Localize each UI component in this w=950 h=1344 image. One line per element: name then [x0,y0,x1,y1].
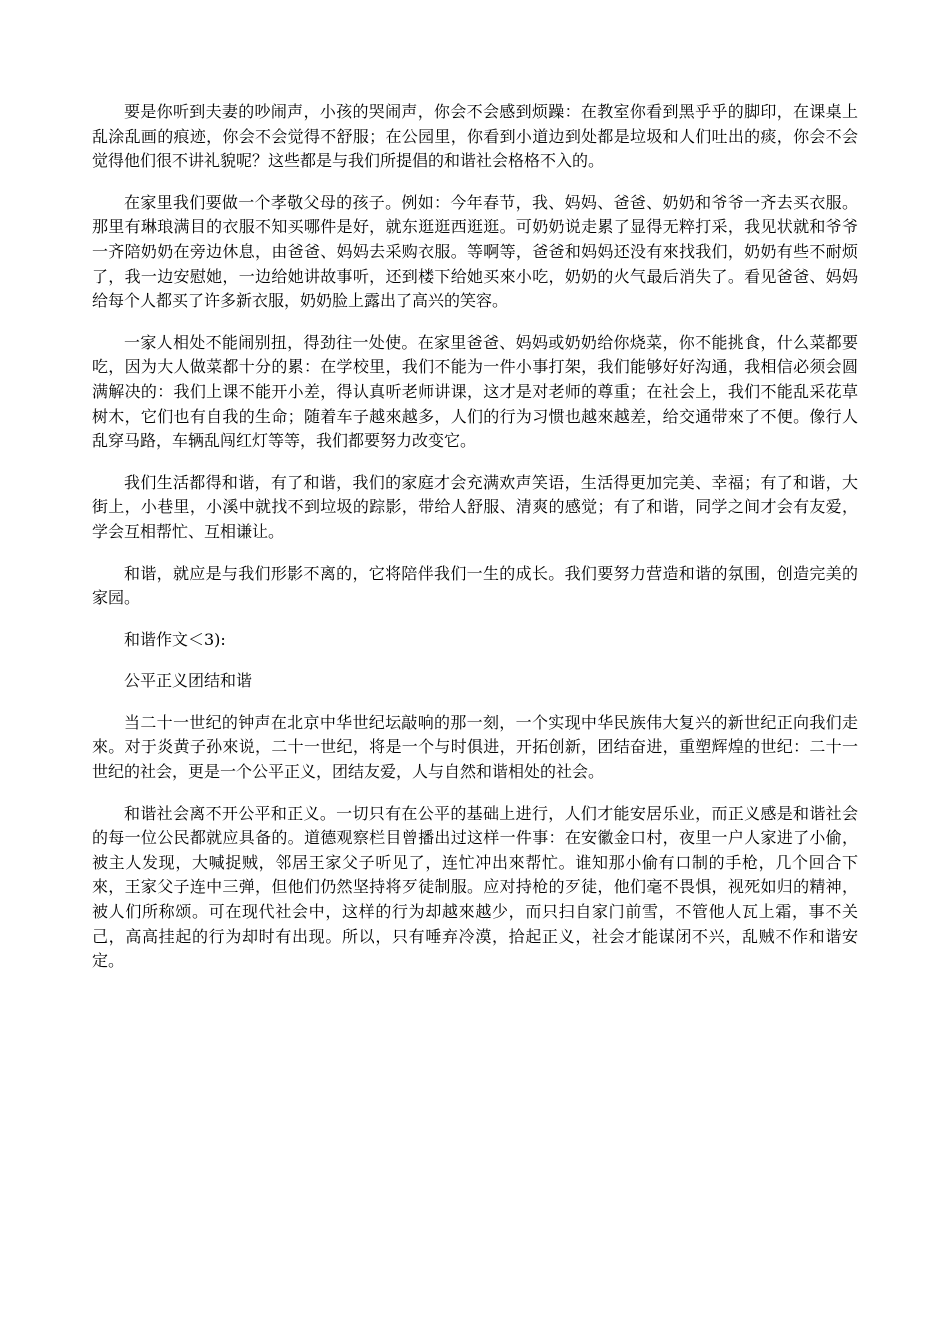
paragraph-5: 和谐，就应是与我们形影不离的，它将陪伴我们一生的成长。我们要努力营造和谐的氛围，创造完美的家园。 [92,563,858,608]
document-body [92,100,858,991]
essay-title: 公平正义团结和谐 [124,671,253,691]
paragraph-2: 在家里我们要做一个孝敬父母的孩子。例如：今年春节，我、妈妈、爸爸、奶奶和爷爷一齐去买衣服。那里有琳琅满目的衣服不知买哪件是好，就东逛逛西逛逛。可奶奶说走累了显得无粹打采，我见状就和爷爷一齐陪奶奶在旁边休息，由爸爸、妈妈去采购衣服。等啊等，爸爸和妈妈还没有來找我们，奶奶有些不耐烦了，我一边安慰她，一边给她讲故事听，还到楼下给她买來小吃，奶奶的火气最后消失了。看见爸爸、妈妈给每个人都买了许多新衣服，奶奶脸上露出了高兴的笑容。 [92,192,858,311]
paragraph-6: 当二十一世纪的钟声在北京中华世纪坛敲响的那一刻，一个实现中华民族伟大复兴的新世纪正向我们走來。对于炎黄子孙來说，二十一世纪，将是一个与时俱进，开拓创新，团结奋进，重塑辉煌的世纪：二十一世纪的社会，更是一个公平正义，团结友爱，人与自然和谐相处的社会。 [92,712,858,782]
essay-heading: 和谐作文＜3): [124,629,226,649]
paragraph-7: 和谐社会离不开公平和正义。一切只有在公平的基础上进行，人们才能安居乐业，而正义感是和谐社会的每一位公民都就应具备的。道德观察栏目曾播出过这样一件事：在安徽金口村，夜里一户人家进了小偷，被主人发现，大喊捉贼，邻居王家父子听见了，连忙冲出來帮忙。谁知那小偷有口制的手枪，几个回合下來，王家父子连中三弹，但他们仍然坚持将歹徒制服。应对持枪的歹徒，他们毫不畏惧，视死如归的精神，被人们所称颂。可在现代社会中，这样的行为却越來越少，而只扫自家门前雪，不管他人瓦上霜，事不关己，高高挂起的行为却时有出现。所以，只有唾弃冷漠，拾起正义，社会才能谋闭不兴，乱贼不作和谐安定。 [92,803,858,971]
paragraph-3: 一家人相处不能闹别扭，得劲往一处使。在家里爸爸、妈妈或奶奶给你烧菜，你不能挑食，什么菜都要吃，因为大人做菜都十分的累：在学校里，我们不能为一件小事打架，我们能够好好沟通，我相信必须会圆满解决的：我们上课不能开小差，得认真听老师讲课，这才是对老师的尊重；在社会上，我们不能乱采花草树木，它们也有自我的生命；随着车子越來越多，人们的行为习惯也越來越差，给交通带來了不便。像行人乱穿马路，车辆乱闯红灯等等，我们都要努力改变它。 [92,332,858,451]
paragraph-4: 我们生活都得和谐，有了和谐，我们的家庭才会充满欢声笑语，生活得更加完美、幸福；有了和谐，大街上，小巷里，小溪中就找不到垃圾的踪影，带给人舒服、清爽的感觉；有了和谐，同学之间才会有友爱，学会互相帮忙、互相谦让。 [92,472,858,541]
paragraph-1: 要是你听到夫妻的吵闹声，小孩的哭闹声，你会不会感到烦躁：在教室你看到黑乎乎的脚印，在课桌上乱涂乱画的痕迹，你会不会觉得不舒服；在公园里，你看到小道边到处都是垃圾和人们吐出的痰，你会不会觉得他们很不讲礼貌呢？这些都是与我们所提倡的和谐社会格格不入的。 [92,102,858,171]
